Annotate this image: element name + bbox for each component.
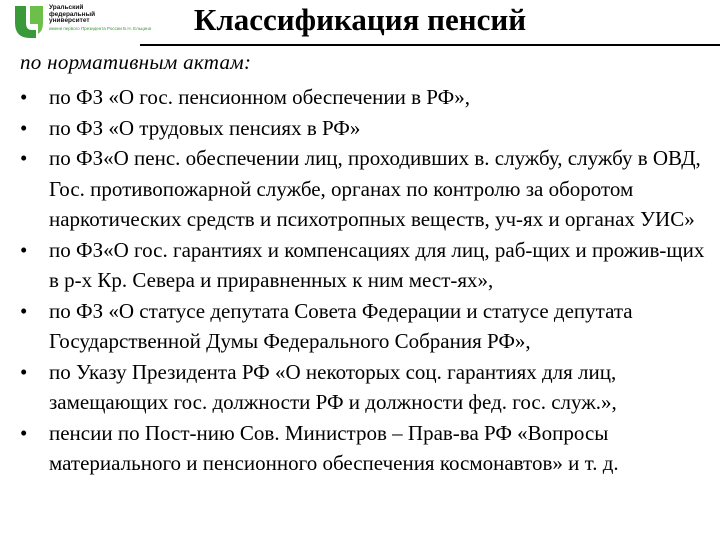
bullet-icon: • (20, 420, 28, 445)
bullet-icon: • (20, 298, 28, 323)
section-subtitle: по нормативным актам: (20, 50, 252, 74)
logo-line: Уральский (49, 4, 84, 11)
bullet-icon: • (20, 85, 28, 109)
list-item (0, 113, 720, 144)
title-divider (140, 44, 720, 46)
list-item-text: по ФЗ«О гос. гарантиях и компенсациях для лиц, раб-щих и прожив-щих в р-х Кр. Севера и приравненных к ним мест-ях», (49, 237, 705, 292)
list-item-text: по ФЗ «О статусе депутата Совета Федерации и статусе депутата Государственной Думы Федерального Собрания РФ», (49, 298, 633, 353)
logo-line: федеральный (49, 10, 96, 18)
bullet-icon: • (20, 359, 28, 384)
list-item (0, 418, 720, 479)
logo-subtitle: имени первого Президента России Б.Н. Ельцина (49, 25, 152, 31)
list-item (0, 82, 720, 113)
slide-title: Классификация пенсий (193, 2, 527, 37)
list-item (0, 296, 720, 357)
list-item-text: по Указу Президента РФ «О некоторых соц. гарантиях для лиц, замещающих гос. должности РФ и должности фед. гос. служ.», (49, 359, 617, 414)
bullet-icon: • (20, 115, 28, 140)
list-item (0, 357, 720, 418)
list-item (0, 143, 720, 235)
list-item-text: пенсии по Пост-нию Сов. Министров – Прав-ва РФ «Вопросы материального и пенсионного обеспечения космонавтов» и т. д. (49, 420, 619, 475)
list-item-text: по ФЗ«О пенс. обеспечении лиц, проходивших в. службу, службу в ОВД, Гос. противопожарной службе, органах по контролю за оборотом наркотических средств и психотропных веществ, уч-ях и органах УИС» (49, 146, 701, 231)
list-item (0, 235, 720, 296)
bullet-icon: • (20, 146, 28, 170)
slide-header (0, 0, 720, 48)
logo-line: университет (49, 17, 90, 24)
list-item-text: по ФЗ «О трудовых пенсиях в РФ» (49, 115, 361, 140)
list-item-text: по ФЗ «О гос. пенсионном обеспечении в РФ», (49, 85, 470, 109)
pension-classification-list (0, 82, 720, 479)
bullet-icon: • (20, 237, 28, 262)
